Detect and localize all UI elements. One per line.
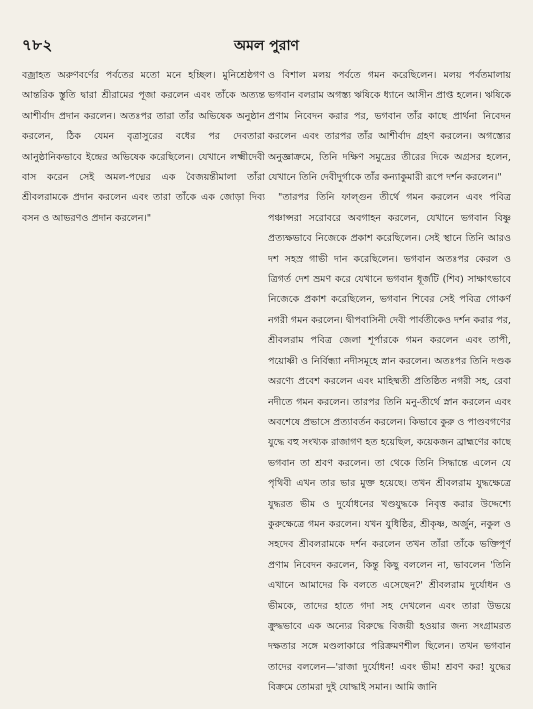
paragraph: ও বিশাল মলয় পর্বতে গমন করেছিলেন। মলয় পর্বতমালায় ভগবান বলরাম অগস্ত্য ঋষিকে ধ্যানে আসীন প্রাপ্ত হলেন। ঋষিকে প্রণাম নিবেদন করার পর, ভগবান তাঁর কাছে প্রার্থনা নিবেদন করলেন এবং তারপর তাঁর আশীর্বাদ গ্রহণ করলেন। অগস্ত্যের অনুজ্ঞাক্রমে, তিনি দক্ষিণ সমুদ্রের তীরের দিকে অগ্রসর হলেন, যেখানে তিনি দেবীদুর্গাকে তাঁর কন্যাকুমারী রূপে দর্শন করলেন।" xyxy=(268,70,511,184)
paragraph: বজ্রাহত অরুণবর্ণের পর্বতের মতো মনে হচ্ছিল। মুনিশ্রেষ্ঠগণ আন্তরিক স্তুতি দ্বারা শ্রীরামের পূজা করলেন এবং তাঁকে অত্যন্ত আশীর্বাদ প্রদান করলেন। অতঃপর তারা তাঁর অভিষেক অনুষ্ঠান করলেন, ঠিক যেমন বৃত্রাসুরের বধের পর দেবতারা আনুষ্ঠানিকভাবে ইন্দ্রের অভিষেক করেছিলেন। যেখানে লক্ষ্মীদেবী বাস করেন সেই অমল-পদ্মের এক বৈজয়ন্তীমালা তাঁরা শ্রীবলরামকে প্রদান করলেন এবং তারা তাঁকে এক জোড়া দিব্য বসন ও আভরণও প্রদান করলেন।" xyxy=(22,70,265,224)
page-header xyxy=(0,0,533,66)
paragraph: "তারপর তিনি ফাল্গুন তীর্থে গমন করলেন এবং পবিত্র পঞ্চাপ্সরা সরোবরে অবগাহন করলেন, যেখানে ভগবান বিষ্ণু প্রত্যক্ষভাবে নিজেকে প্রকাশ করেছিলেন। সেই স্থানে তিনি আরও দশ সহস্র গাভী দান করেছিলেন। ভগবান অতঃপর কেরল ও ত্রিগর্ত দেশ ভ্রমণ করে যেখানে ভগবান ধূর্জটি (শিব) সাক্ষাৎভাবে নিজেকে প্রকাশ করেছিলেন, ভগবান শিবের সেই পবিত্র গোকর্ণ নগরী গমন করলেন। দ্বীপবাসিনী দেবী পার্বতীকেও দর্শন করার পর, শ্রীবলরাম পবিত্র জেলা শূর্পারকে গমন করলেন এবং তাপী, পয়োষ্ণী ও নির্বিন্ধ্যা নদীসমূহে স্নান করলেন। অতঃপর তিনি দণ্ডক অরণ্যে প্রবেশ করলেন এবং মাহিষ্মতী প্রতিষ্ঠিত নগরী সহ, রেবা নদীতে গমন করলেন। তারপর তিনি মনু-তীর্থে স্নান করলেন এবং অবশেষে প্রভাসে প্রত্যাবর্তন করলেন। কিভাবে কুরু ও পাণ্ডবগণের যুদ্ধে বহু সংখ্যক রাজাগণ হত হয়েছিল, কয়েকজন ব্রাহ্মণের কাছে ভগবান তা শ্রবণ করলেন। তা থেকে তিনি সিদ্ধান্তে এলেন যে পৃথিবী এখন তার ভার মুক্ত হয়েছে। তখন শ্রীবলরাম যুদ্ধক্ষেত্রে যুদ্ধরত ভীম ও দুর্যোধনের খণ্ডযুদ্ধকে নিবৃত্ত করার উদ্দেশ্যে কুরুক্ষেত্রে গমন করলেন। যখন যুধিষ্ঠির, শ্রীকৃষ্ণ, অর্জুন, নকুল ও সহদেব শ্রীবলরামকে দর্শন করলেন তখন তাঁরা তাঁকে ভক্তিপূর্ণ প্রণাম নিবেদন করলেন, কিন্তু কিছু বললেন না, ভাবলেন 'তিনি এখানে আমাদের কি বলতে এসেছেন?' শ্রীবলরাম দুর্যোধন ও ভীমকে, তাদের হাতে গদা সহ দেখলেন এবং তারা উভয়ে ক্রুদ্ধভাবে এক অন্যের বিরুদ্ধে বিজয়ী হওয়ার জন্য সংগ্রামরত দক্ষতার সঙ্গে মণ্ডলাকারে পরিক্রমণশীল ছিলেন। তখন ভগবান তাদের বললেন—'রাজা দুর্যোধন! এবং ভীম! শ্রবণ কর! যুদ্ধের বিক্রমে তোমরা দুই যোদ্ধাই সমান। আমি জানি xyxy=(268,192,511,694)
page-number: ৭৮২ xyxy=(22,36,53,54)
running-title: অমল পুরাণ xyxy=(234,38,299,54)
right-text-column xyxy=(268,66,511,706)
left-text-column xyxy=(22,66,265,706)
